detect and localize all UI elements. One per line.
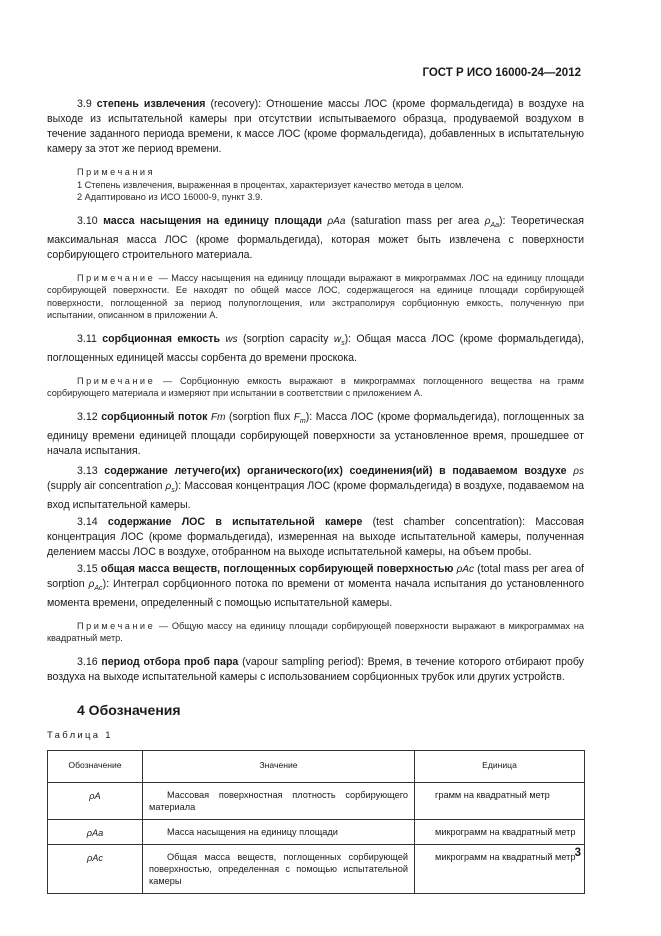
term-number: 3.9 [77,98,92,110]
table-row [48,782,585,819]
note-item: 1 Степень извлечения, выраженная в процентах, характеризует качество метода в целом. [77,179,464,190]
term-symbol: Fm [210,411,226,423]
document-header: ГОСТ Р ИСО 16000-24—2012 [422,67,581,79]
note-3-15 [47,620,584,645]
term-name: сорбционная емкость [102,332,221,345]
term-name: масса насыщения на единицу площади [103,214,322,227]
column-header: Обозначение [48,750,143,782]
term-number: 3.10 [77,214,98,227]
term-name: содержание ЛОС в испытательной камере [107,515,363,528]
term-name: сорбционный поток [101,410,208,423]
note-3-10 [47,272,584,322]
unit-cell: микрограмм на квадратный метр [415,819,585,844]
symbol-cell: ρAc [48,844,143,893]
term-definition: ): Теоретическая максимальная масса ЛОС (кроме формальдегида), которая может быть извлечена с поверхности сорбирующего строительного материала. [47,214,584,261]
note-text: — Общую массу на единицу площади сорбирующей поверхности выражают в микрограммах на квадратный метр. [47,620,584,643]
term-3-12: 3.12 сорбционный поток Fm (sorption flux $F_m$): Масса ЛОС (кроме формальдегида), поглощенных за единицу времени единицей площади сорбирующей поверхности за установленное время, прошедшее от начала испытания. [47,410,584,457]
term-definition: (test chamber concentration): Массовая концентрация ЛОС (кроме формальдегида), измеренная на выходе испытательной камеры, полученная делением массы ЛОС в воздухе, отобранном на выходе испытательной камеры, на объем пробы. [47,515,584,558]
term-name: степень извлечения [96,98,206,110]
term-name: содержание летучего(их) органического(их) соединения(ий) в подаваемом воздухе [104,464,567,477]
term-english: (supply air concentration [47,479,166,492]
term-definition: ): Массовая концентрация ЛОС (кроме формальдегида) в воздухе, подаваемом на вход испытательной камеры. [47,479,584,511]
term-definition: ): Общая масса ЛОС (кроме формальдегида), поглощенных единицей массы сорбента до времени проскока. [47,332,584,364]
term-name: период отбора проб пара [101,655,239,668]
note-label: Примечание [77,272,156,283]
term-english: (sorption capacity [237,332,334,345]
section-heading: 4 Обозначения [77,701,181,718]
unit-cell: микрограмм на квадратный метр [415,844,585,893]
term-definition: (vapour sampling period): Время, в течение которого отбирают пробу воздуха на выходе испытательной камеры с использованием сорбционных трубок или других устройств. [47,655,584,683]
symbol-cell: ρA [48,782,143,819]
term-symbol: ws [225,333,238,345]
column-header: Единица [415,750,585,782]
term-definition: ): Интеграл сорбционного потока по времени от момента начала испытания до установленного момента времени, определенный с помощью испытательной камеры. [47,577,584,609]
term-definition: ): Масса ЛОС (кроме формальдегида), поглощенных за единицу времени единицей площади сорбирующей поверхности за установленное время, прошедшее от начала испытания. [47,410,584,457]
page-number: 3 [574,847,581,859]
term-3-14 [47,515,584,560]
note-text: — Массу насыщения на единицу площади выражают в микрограммах ЛОС на единицу площади сорбирующей поверхности. Ее находят по общей массе ЛОС, содержащегося на единице площади сорбирующей поверхности, поглощенной за период полупоглощения, или экстраполируя сорбционную емкость, полученную при испытании, описанном в приложении А. [47,272,584,320]
table-caption: Таблица 1 [47,729,113,741]
table-header-row [48,750,585,782]
term-name: общая масса веществ, поглощенных сорбирующей поверхностью [100,562,454,575]
note-label: Примечание [77,375,156,386]
term-3-10: 3.10 масса насыщения на единицу площади ρAa (saturation mass per area $\rho_{Aa}$): Теоретическая максимальная масса ЛОС (кроме формальдегида), которая может быть извлечена с поверхности сорбирующего строительного материала. [47,214,584,261]
term-3-9 [47,97,584,157]
term-english: (saturation mass per area [345,214,485,227]
meaning-cell: Общая масса веществ, поглощенных сорбирующей поверхностью, определенная с помощью испытательной камеры [143,844,415,893]
symbols-table [47,750,585,894]
note-3-11 [47,375,584,400]
term-english: (sorption flux [225,410,294,423]
term-3-13: 3.13 содержание летучего(их) органического(их) соединения(ий) в подаваемом воздухе ρs (supply air concentration $\rho_s$): Массовая концентрация ЛОС (кроме формальдегида) в воздухе, подаваемом на вход испытательной камеры. [47,464,584,511]
term-english: (total mass per area of sorption [47,562,584,590]
table-row [48,844,585,893]
term-3-15: 3.15 общая масса веществ, поглощенных сорбирующей поверхностью ρAc (total mass per area of sorption $\rho_{Ac}$): Интеграл сорбционного потока по времени от момента начала испытания до установленного момента времени, определенный с помощью испытательной камеры. [47,562,584,609]
column-header: Значение [143,750,415,782]
term-3-16 [47,655,584,685]
term-symbol: ρAa [327,215,346,227]
term-number: 3.15 [77,562,98,575]
term-symbol: ρs [573,465,584,477]
term-number: 3.13 [77,464,98,477]
note-item: 2 Адаптировано из ИСО 16000-9, пункт 3.9. [77,192,263,202]
term-number: 3.11 [77,332,97,345]
table-row [48,819,585,844]
term-number: 3.12 [77,410,98,423]
term-number: 3.16 [77,655,98,668]
meaning-cell: Массовая поверхностная плотность сорбирующего материала [143,782,415,819]
term-definition: (recovery): Отношение массы ЛОС (кроме формальдегида) в воздухе на выходе из испытательной камеры при отсутствии испытываемого образца, продуваемой воздухом в течение заданного периода времени, к массе ЛОС (кроме формальдегида), добавленных в испытательную камеру за этот же период времени. [47,98,584,155]
meaning-cell: Масса насыщения на единицу площади [143,819,415,844]
notes-title: Примечания [77,167,156,177]
term-3-11: 3.11 сорбционная емкость ws (sorption capacity $w_s$): Общая масса ЛОС (кроме формальдегида), поглощенных единицей массы сорбента до времени проскока. [47,332,584,364]
notes-3-9 [47,166,584,204]
note-text: — Сорбционную емкость выражают в микрограммах поглощенного вещества на грамм сорбирующего материала и измеряют при испытании в соответствии с приложением А. [47,375,584,398]
unit-cell: грамм на квадратный метр [415,782,585,819]
term-number: 3.14 [77,515,98,528]
page-content [47,92,584,894]
note-label: Примечание [77,620,156,631]
symbol-cell: ρAa [48,819,143,844]
term-symbol: ρAc [456,563,475,575]
